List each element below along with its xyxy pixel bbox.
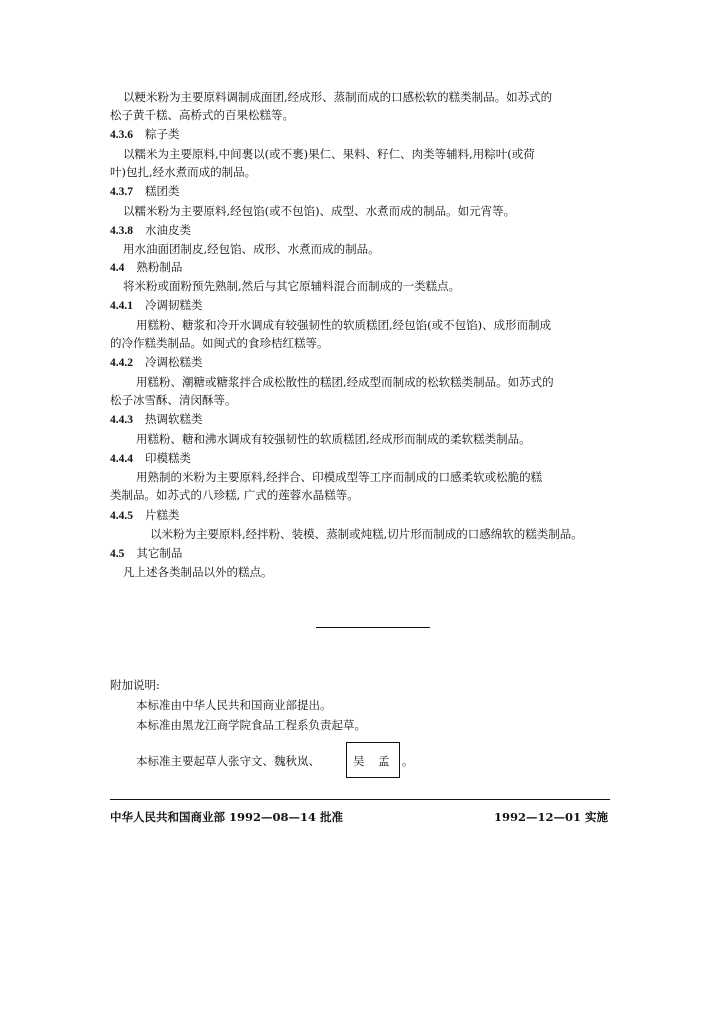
paragraph-line: 叶)包扎,经水煮而成的制品。 bbox=[110, 165, 257, 179]
approval-date: 中华人民共和国商业部 1992—08—14 批准 bbox=[110, 810, 344, 824]
section-number: 4.4.5 bbox=[110, 510, 133, 522]
section-title: 片糕类 bbox=[145, 508, 180, 522]
paragraph-line: 以糯米为主要原料,中间裹以(或不裹)果仁、果料、籽仁、肉类等辅料,用粽叶(或荷 bbox=[123, 147, 535, 161]
section-title: 冷调松糕类 bbox=[145, 355, 203, 369]
implementation-date: 1992—12—01 实施 bbox=[494, 810, 609, 824]
section-number: 4.3.8 bbox=[110, 225, 133, 237]
paragraph-line: 以粳米粉为主要原料调制成面团,经成形、蒸制而成的口感松软的糕类制品。如苏式的 bbox=[123, 90, 553, 104]
section-title: 熟粉制品 bbox=[136, 260, 183, 274]
notes-heading: 附加说明: bbox=[110, 678, 160, 692]
section-heading-4-4-4 bbox=[110, 449, 191, 468]
paragraph-line: 松子冰雪酥、清闵酥等。 bbox=[110, 393, 237, 407]
paragraph-line: 用糕粉、潮糖或糖浆拌合成松散性的糕团,经成型而制成的松软糕类制品。如苏式的 bbox=[136, 375, 554, 389]
section-heading-4-3-6 bbox=[110, 125, 180, 144]
paragraph-line: 的冷作糕类制品。如闽式的食珍桔红糕等。 bbox=[110, 336, 329, 350]
paragraph-line: 用熟制的米粉为主要原料,经拌合、印模成型等工序而制成的口感柔软或松脆的糕 bbox=[136, 470, 543, 484]
paragraph-line: 松子黄千糕、高桥式的百果松糕等。 bbox=[110, 108, 294, 122]
section-title: 其它制品 bbox=[136, 546, 183, 560]
section-title: 粽子类 bbox=[145, 127, 180, 141]
section-title: 糕团类 bbox=[145, 184, 180, 198]
paragraph-line: 用水油面团制皮,经包馅、成形、水煮而成的制品。 bbox=[123, 242, 380, 256]
paragraph-line: 类制品。如苏式的八珍糕, 广式的莲蓉水晶糕等。 bbox=[110, 488, 359, 502]
section-heading-4-4 bbox=[110, 258, 182, 277]
paragraph-line: 凡上述各类制品以外的糕点。 bbox=[123, 565, 273, 579]
section-title: 水油皮类 bbox=[145, 223, 192, 237]
paragraph-line: 将米粉或面粉预先熟制,然后与其它原辅料混合而制成的一类糕点。 bbox=[123, 279, 461, 293]
section-heading-4-4-5 bbox=[110, 506, 180, 525]
note-line: 本标准由黑龙江商学院食品工程系负责起草。 bbox=[136, 718, 366, 732]
section-number: 4.3.6 bbox=[110, 129, 133, 141]
section-number: 4.4.2 bbox=[110, 357, 133, 369]
section-heading-4-5 bbox=[110, 544, 182, 563]
section-heading-4-3-8 bbox=[110, 221, 191, 240]
section-title: 冷调韧糕类 bbox=[145, 298, 203, 312]
boxed-name: 吴 孟 bbox=[353, 754, 391, 768]
paragraph-line: 用糕粉、糖浆和冷开水调成有较强韧性的软质糕团,经包馅(或不包馅)、成形而制成 bbox=[136, 318, 552, 332]
section-heading-4-3-7 bbox=[110, 182, 180, 201]
section-number: 4.3.7 bbox=[110, 186, 133, 198]
footer-rule bbox=[110, 799, 610, 800]
paragraph-line: 以糯米粉为主要原料,经包馅(或不包馅)、成型、水煮而成的制品。如元宵等。 bbox=[123, 204, 516, 218]
section-number: 4.4 bbox=[110, 262, 125, 274]
section-number: 4.5 bbox=[110, 548, 125, 560]
section-title: 印模糕类 bbox=[145, 451, 192, 465]
note-line: 本标准由中华人民共和国商业部提出。 bbox=[136, 698, 332, 712]
end-of-text-rule bbox=[316, 627, 430, 628]
section-number: 4.4.3 bbox=[110, 414, 133, 426]
note-line-drafters bbox=[136, 752, 320, 770]
section-heading-4-4-2 bbox=[110, 353, 203, 372]
section-heading-4-4-3 bbox=[110, 410, 203, 429]
paragraph-line: 用糕粉、糖和沸水调成有较强韧性的软质糕团,经成形而制成的柔软糕类制品。 bbox=[136, 432, 531, 446]
paragraph-line: 以米粉为主要原料,经拌粉、装模、蒸制或炖糕,切片形而制成的口感绵软的糕类制品。 bbox=[150, 527, 583, 541]
section-number: 4.4.1 bbox=[110, 300, 133, 312]
section-number: 4.4.4 bbox=[110, 453, 133, 465]
drafters-suffix: 。 bbox=[402, 754, 414, 768]
section-title: 热调软糕类 bbox=[145, 412, 203, 426]
section-heading-4-4-1 bbox=[110, 296, 203, 315]
drafters-prefix: 本标准主要起草人张守文、魏秋岚、 bbox=[136, 754, 320, 768]
